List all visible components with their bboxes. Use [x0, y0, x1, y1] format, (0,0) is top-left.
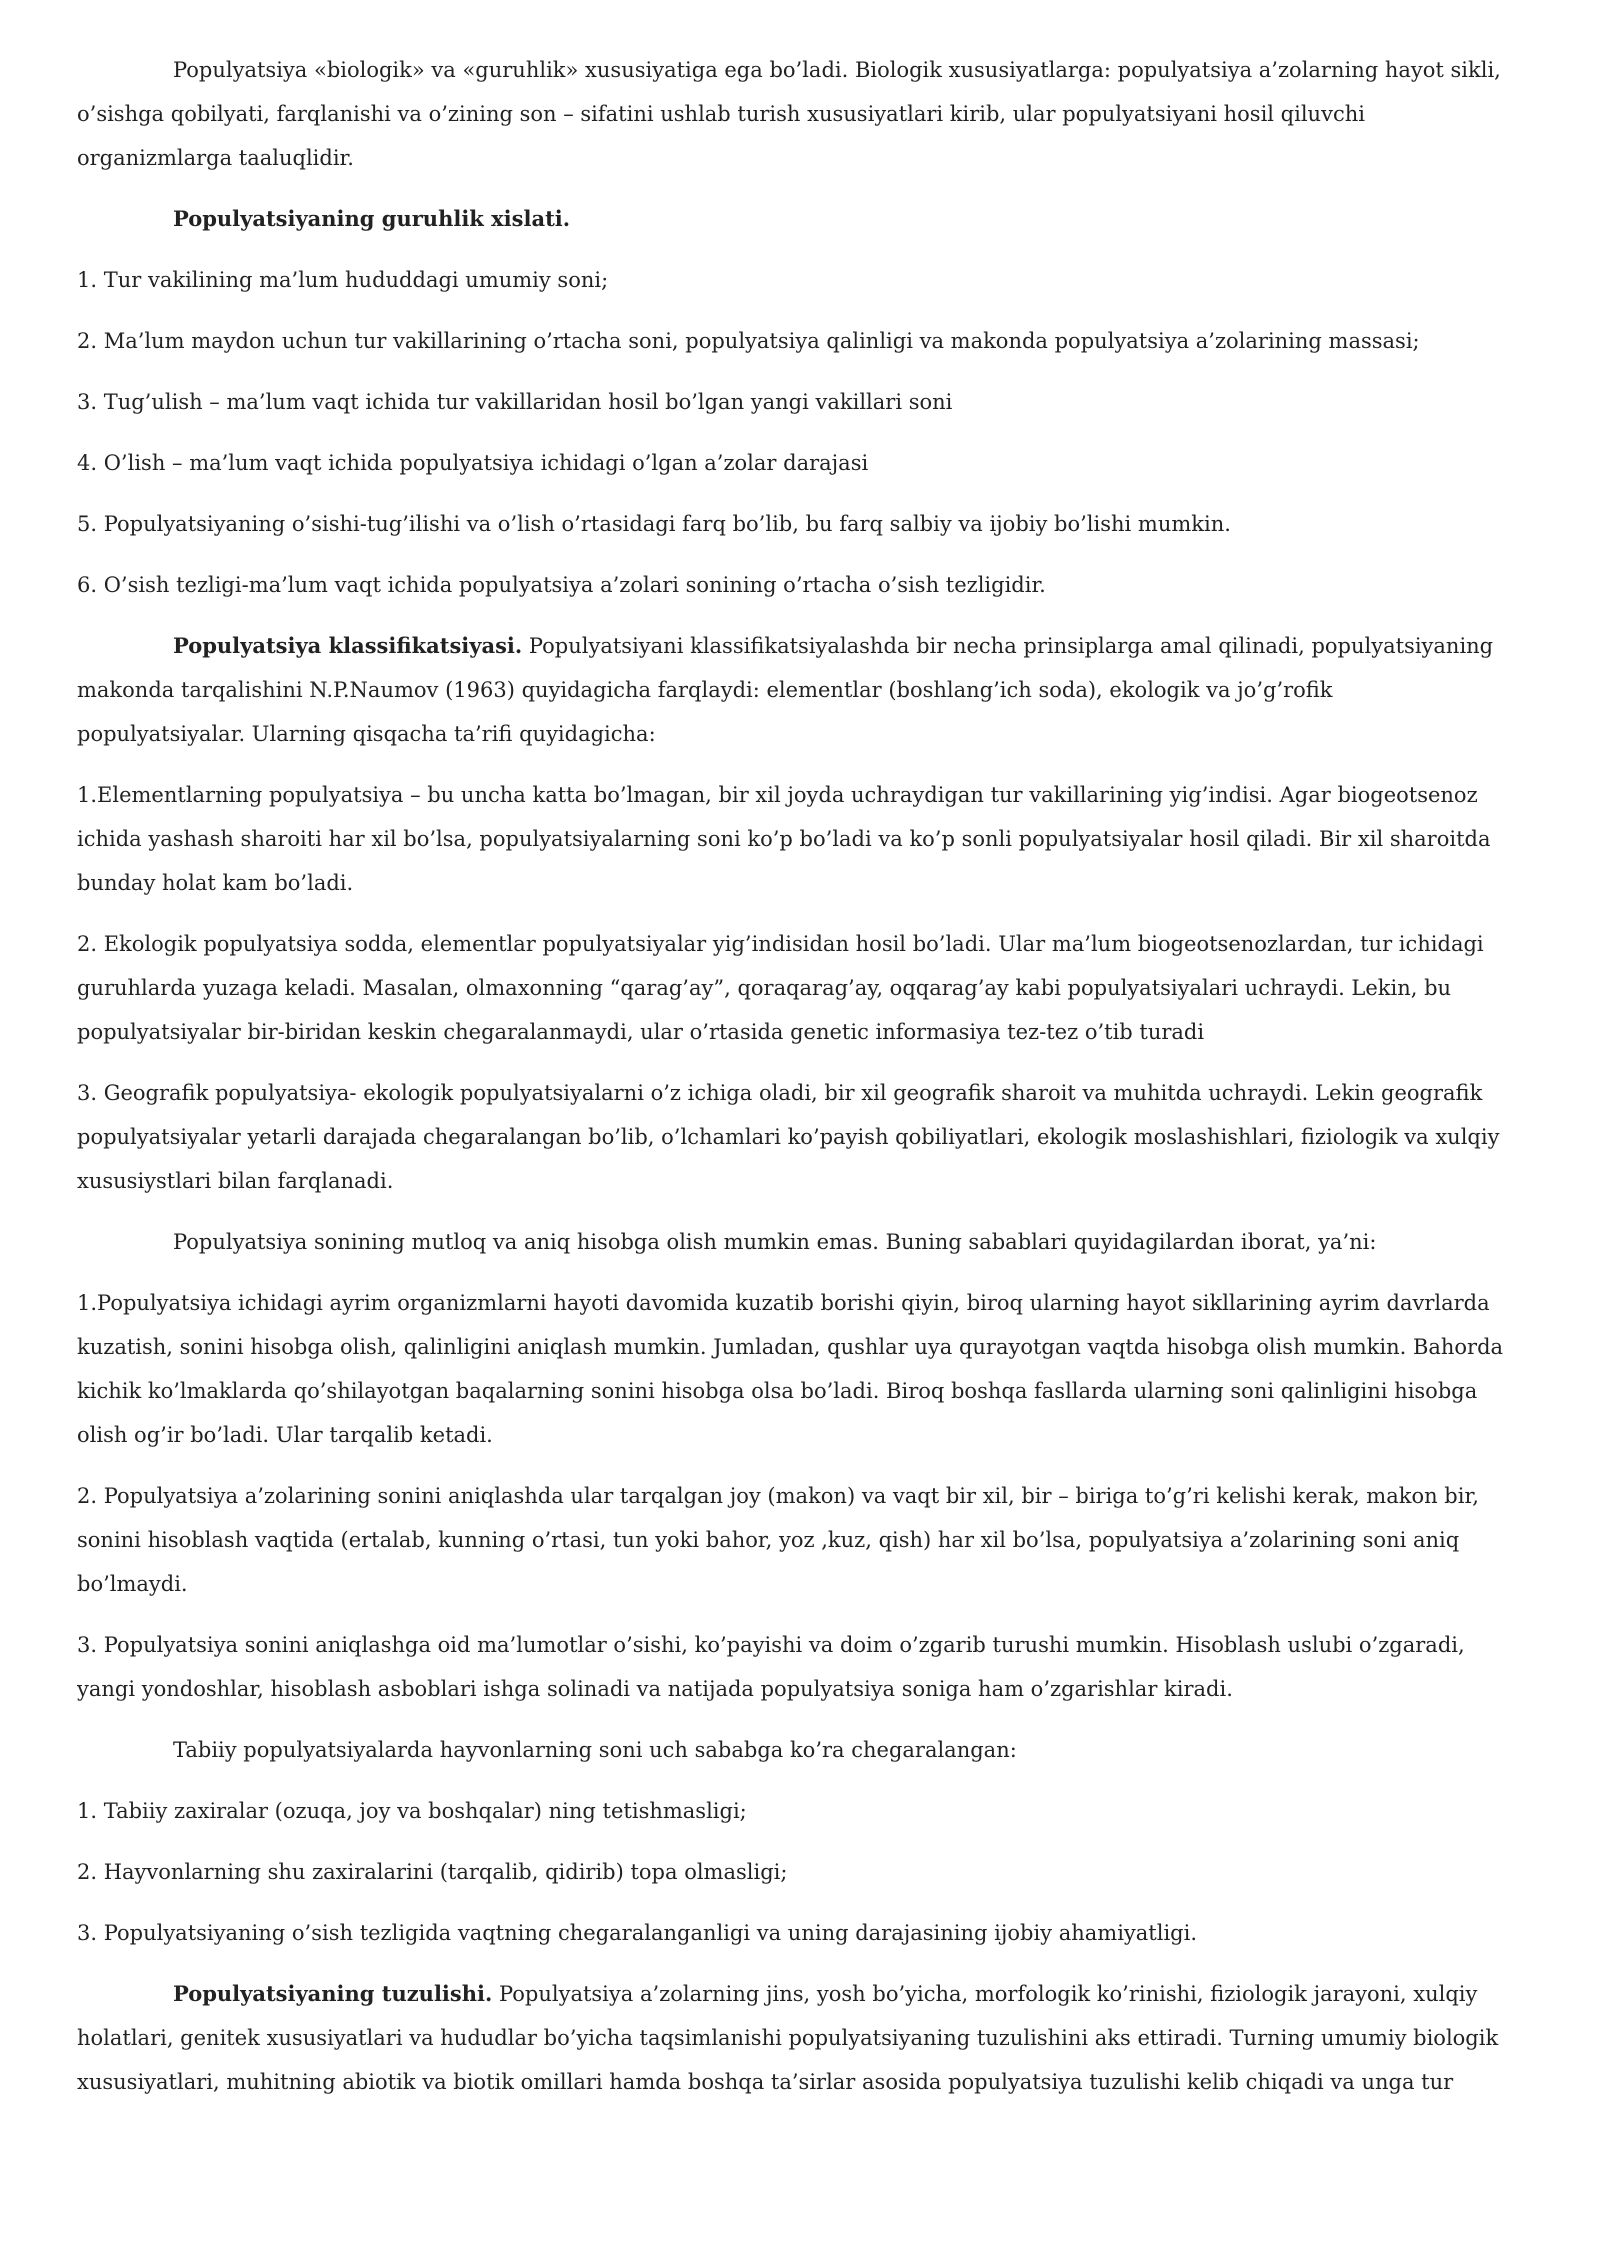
paragraph-structure [77, 1972, 1507, 2104]
list-item [77, 1071, 1507, 1203]
paragraph-text: Populyatsiyani klassifikatsiyalashda bir necha prinsiplarga amal qilinadi, populyatsiyaning makonda tarqalishini N.P.Naumov (1963) quyidagicha farqlaydi: elementlar (boshlang’ich soda), ekologik va jo’g’rofik populyatsiyalar. Ularning qisqacha ta’rifi quyidagicha: [77, 634, 1494, 746]
paragraph-counting [77, 1220, 1507, 1264]
paragraph-text: 6. O’sish tezligi-ma’lum vaqt ichida populyatsiya a’zolari sonining o’rtacha o’sish tezligidir. [77, 573, 1046, 597]
list-item [77, 563, 1507, 607]
list-item [77, 502, 1507, 546]
paragraph-text: 5. Populyatsiyaning o’sishi-tug’ilishi va o’lish o’rtasidagi farq bo’lib, bu farq salbiy va ijobiy bo’lishi mumkin. [77, 512, 1231, 536]
paragraph-text: 2. Ekologik populyatsiya sodda, elementlar populyatsiyalar yig’indisidan hosil bo’ladi. Ular ma’lum biogeotsenozlardan, tur ichidagi guruhlarda yuzaga keladi. Masalan, olmaxonning “qarag’ay”, qoraqarag’ay, oqqarag’ay kabi populyatsiyalari uchraydi. Lekin, bu populyatsiyalar bir-biridan keskin chegaralanmaydi, ular o’rtasida genetic informasiya tez-tez o’tib turadi [77, 932, 1484, 1044]
paragraph-text: 1. Tur vakilining ma’lum hududdagi umumiy soni; [77, 268, 609, 292]
list-item [77, 773, 1507, 905]
paragraph-text: Populyatsiya sonining mutloq va aniq hisobga olish mumkin emas. Buning sabablari quyidagilardan iborat, ya’ni: [173, 1230, 1377, 1254]
paragraph-text: Populyatsiya a’zolarning jins, yosh bo’yicha, morfologik ko’rinishi, fiziologik jarayoni, xulqiy holatlari, genitek xususiyatlari va hududlar bo’yicha taqsimlanishi populyatsiyaning tuzulishini aks ettiradi. Turning umumiy biologik xususiyatlari, muhitning abiotik va biotik omillari hamda boshqa ta’sirlar asosida populyatsiya tuzulishi kelib chiqadi va unga tur [77, 1982, 1499, 2094]
document-page [77, 48, 1507, 2121]
list-item [77, 1789, 1507, 1833]
paragraph-text: 1.Elementlarning populyatsiya – bu uncha katta bo’lmagan, bir xil joyda uchraydigan tur vakillarining yig’indisi. Agar biogeotsenoz ichida yashash sharoiti har xil bo’lsa, populyatsiyalarning soni ko’p bo’ladi va ko’p sonli populyatsiyalar hosil qiladi. Bir xil sharoitda bunday holat kam bo’ladi. [77, 783, 1491, 895]
list-item [77, 922, 1507, 1054]
paragraph-text: 3. Populyatsiyaning o’sish tezligida vaqtning chegaralanganligi va uning darajasining ijobiy ahamiyatligi. [77, 1921, 1198, 1945]
paragraph-text: Tabiiy populyatsiyalarda hayvonlarning soni uch sababga ko’ra chegaralangan: [173, 1738, 1017, 1762]
paragraph-heading: Populyatsiyaning guruhlik xislati. [173, 206, 571, 231]
list-item [77, 258, 1507, 302]
list-item [77, 380, 1507, 424]
paragraph-text: 1.Populyatsiya ichidagi ayrim organizmlarni hayoti davomida kuzatib borishi qiyin, biroq ularning hayot sikllarining ayrim davrlarda kuzatish, sonini hisobga olish, qalinligini aniqlash mumkin. Jumladan, qushlar uya qurayotgan vaqtda hisobga olish mumkin. Bahorda kichik ko’lmaklarda qo’shilayotgan baqalarning sonini hisobga olsa bo’ladi. Biroq boshqa fasllarda ularning soni qalinligini hisobga olish og’ir bo’ladi. Ular tarqalib ketadi. [77, 1291, 1504, 1447]
paragraph-classification [77, 624, 1507, 756]
list-item [77, 1850, 1507, 1894]
list-item [77, 1474, 1507, 1606]
paragraph-text: 3. Populyatsiya sonini aniqlashga oid ma’lumotlar o’sishi, ko’payishi va doim o’zgarib turushi mumkin. Hisoblash uslubi o’zgaradi, yangi yondoshlar, hisoblash asboblari ishga solinadi va natijada populyatsiya soniga ham o’zgarishlar kiradi. [77, 1633, 1465, 1701]
list-item [77, 1281, 1507, 1457]
list-item [77, 319, 1507, 363]
paragraph-text: 3. Tug’ulish – ma’lum vaqt ichida tur vakillaridan hosil bo’lgan yangi vakillari soni [77, 390, 953, 414]
paragraph-text: Populyatsiya «biologik» va «guruhlik» xususiyatiga ega bo’ladi. Biologik xususiyatlarga: populyatsiya a’zolarning hayot sikli, o’sishga qobilyati, farqlanishi va o’zining son – sifatini ushlab turish xususiyatlari kirib, ular populyatsiyani hosil qiluvchi organizmlarga taaluqlidir. [77, 58, 1501, 170]
paragraph-text: 4. O’lish – ma’lum vaqt ichida populyatsiya ichidagi o’lgan a’zolar darajasi [77, 451, 869, 475]
list-item [77, 441, 1507, 485]
paragraph-text: 2. Hayvonlarning shu zaxiralarini (tarqalib, qidirib) topa olmasligi; [77, 1860, 788, 1884]
paragraph-heading: Populyatsiya klassifikatsiyasi. [173, 633, 523, 658]
paragraph-intro [77, 48, 1507, 180]
paragraph-limits [77, 1728, 1507, 1772]
paragraph-heading: Populyatsiyaning tuzulishi. [173, 1981, 493, 2006]
paragraph-text: 2. Ma’lum maydon uchun tur vakillarining o’rtacha soni, populyatsiya qalinligi va makonda populyatsiya a’zolarining massasi; [77, 329, 1420, 353]
list-item [77, 1911, 1507, 1955]
heading-group-traits [77, 197, 1507, 241]
paragraph-text: 1. Tabiiy zaxiralar (ozuqa, joy va boshqalar) ning tetishmasligi; [77, 1799, 747, 1823]
paragraph-text: 3. Geografik populyatsiya- ekologik populyatsiyalarni o’z ichiga oladi, bir xil geografik sharoit va muhitda uchraydi. Lekin geografik populyatsiyalar yetarli darajada chegaralangan bo’lib, o’lchamlari ko’payish qobiliyatlari, ekologik moslashishlari, fiziologik va xulqiy xususiystlari bilan farqlanadi. [77, 1081, 1500, 1193]
list-item [77, 1623, 1507, 1711]
paragraph-text: 2. Populyatsiya a’zolarining sonini aniqlashda ular tarqalgan joy (makon) va vaqt bir xil, bir – biriga to’g’ri kelishi kerak, makon bir, sonini hisoblash vaqtida (ertalab, kunning o’rtasi, tun yoki bahor, yoz ,kuz, qish) har xil bo’lsa, populyatsiya a’zolarining soni aniq bo’lmaydi. [77, 1484, 1479, 1596]
